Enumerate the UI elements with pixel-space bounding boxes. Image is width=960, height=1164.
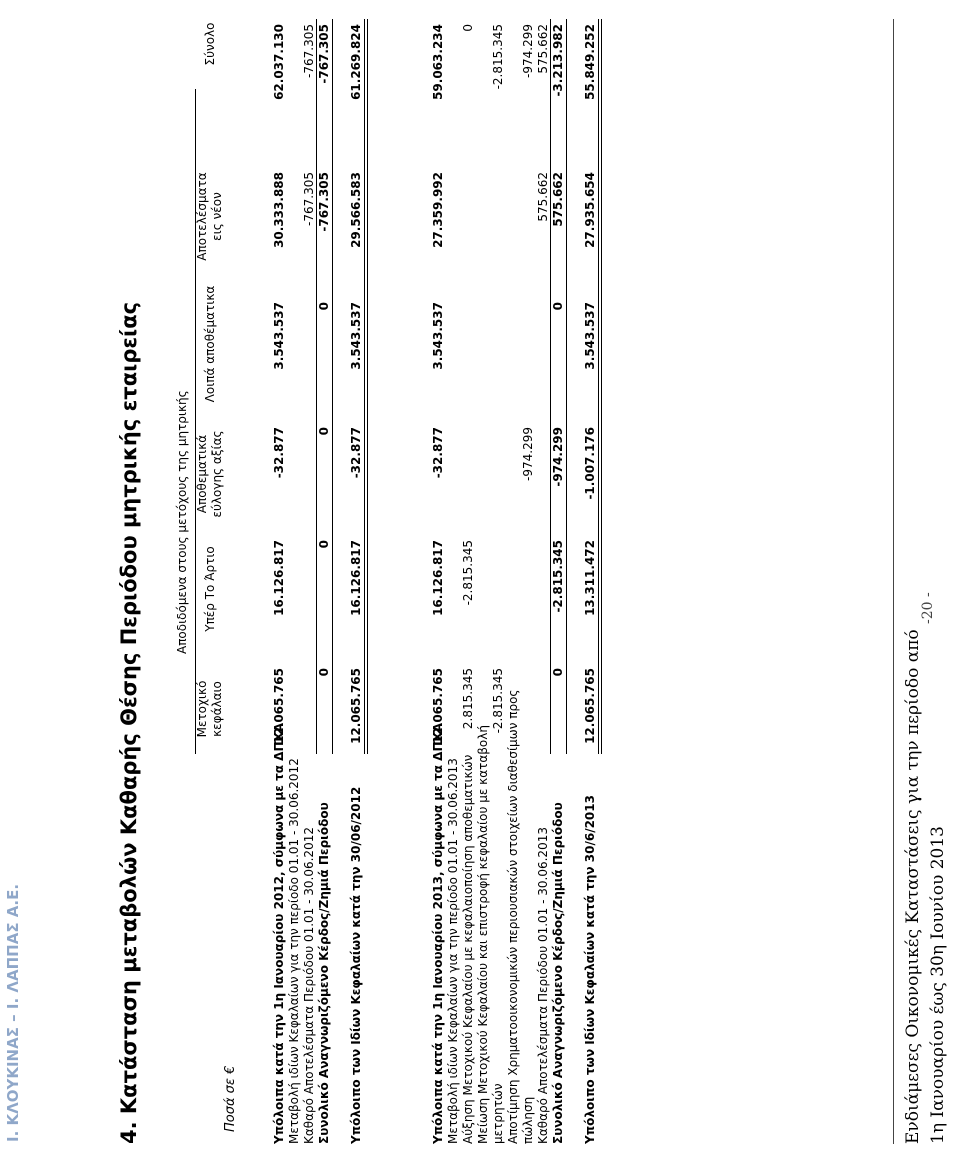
cell-share-premium: 13.311.472 <box>583 540 597 616</box>
row-label: Αύξηση Μετοχικού Κεφαλαίου με κεφαλαιοποίηση αποθεματικών <box>461 754 475 1144</box>
cell-total: 59.063.234 <box>431 24 445 100</box>
subtotal-rule-2013 <box>550 19 551 754</box>
row-label: Υπόλοιπα κατά την 1η Ιανουαρίου 2013, σύμφωνα με τα ΔΠΧΑ <box>431 722 445 1144</box>
cell-retained-earnings: 575.662 <box>536 172 550 222</box>
cell-total: 61.269.824 <box>349 24 363 100</box>
cell-share-premium: -2.815.345 <box>551 540 565 613</box>
col-header-share-premium: Υπέρ Το Άρτιο <box>203 546 217 632</box>
row-label: Συνολικό Αναγνωριζόμενο Κέρδος/Ζημιά Περιόδου <box>551 802 565 1144</box>
cell-total: 62.037.130 <box>272 24 286 100</box>
cell-share-premium: 16.126.817 <box>349 540 363 616</box>
cell-fair-value-reserves: -974.299 <box>551 427 565 487</box>
cell-share-capital: 12.065.765 <box>349 668 363 744</box>
cell-total: 55.849.252 <box>583 24 597 100</box>
footer-rule <box>893 19 894 1144</box>
cell-fair-value-reserves: -32.877 <box>272 427 286 479</box>
row-label: Μεταβολή ιδίων Κεφαλαίων για την περίοδο 01.01 - 30.06.2012 <box>287 758 301 1144</box>
cell-share-capital: 0 <box>551 668 565 677</box>
cell-other-reserves: 0 <box>551 302 565 311</box>
group-header-rule <box>195 89 196 754</box>
cell-share-premium: 0 <box>317 540 331 549</box>
total-rule-2013 <box>566 19 567 754</box>
cell-total: 575.662 <box>536 24 550 74</box>
cell-share-premium: 16.126.817 <box>431 540 445 616</box>
footer-line-2: 1η Ιανουαρίου έως 30η Ιουνίου 2013 <box>928 826 948 1144</box>
row-label: Μεταβολή ιδίων Κεφαλαίων για την περίοδο 01.01 - 30.06.2013 <box>446 758 460 1144</box>
company-name: Ι. ΚΛΟΥΚΙΝΑΣ – Ι. ΛΑΠΠΑΣ Α.Ε. <box>4 883 22 1142</box>
row-label: Υπόλοιπο των Ιδίων Κεφαλαίων κατά την 30/06/2012 <box>349 786 363 1144</box>
cell-other-reserves: 0 <box>317 302 331 311</box>
page-title: 4. Κατάσταση μεταβολών Καθαρής Θέσης Περιόδου μητρικής εταιρείας <box>117 301 141 1144</box>
cell-retained-earnings: -767.305 <box>317 172 331 232</box>
cell-retained-earnings: 29.566.583 <box>349 172 363 248</box>
cell-total: -974.299 <box>521 24 535 78</box>
cell-share-premium: 16.126.817 <box>272 540 286 616</box>
cell-fair-value-reserves: -974.299 <box>521 427 535 481</box>
cell-share-capital: 12.065.765 <box>272 668 286 744</box>
double-rule-2013 <box>598 19 602 754</box>
currency-note: Ποσά σε € <box>223 1065 238 1132</box>
cell-total: 0 <box>461 24 475 32</box>
row-label: Συνολικό Αναγνωριζόμενο Κέρδος/Ζημιά Περιόδου <box>317 802 331 1144</box>
cell-retained-earnings: -767.305 <box>302 172 316 226</box>
col-header-other-reserves: Λοιπά αποθέματικα <box>203 285 217 403</box>
cell-fair-value-reserves: 0 <box>317 427 331 436</box>
row-label: πώληση <box>521 1096 535 1144</box>
cell-fair-value-reserves: -32.877 <box>431 427 445 479</box>
cell-total: -767.305 <box>302 24 316 78</box>
row-label: Υπόλοιπο των Ιδίων Κεφαλαίων κατά την 30/6/2013 <box>583 795 597 1144</box>
cell-share-premium: -2.815.345 <box>461 540 475 606</box>
cell-retained-earnings: 27.935.654 <box>583 172 597 248</box>
col-header-total: Σύνολο <box>203 22 217 66</box>
cell-share-capital: 12.065.765 <box>431 668 445 744</box>
cell-other-reserves: 3.543.537 <box>431 302 445 370</box>
row-label: Καθαρό Αποτελέσματα Περιόδου 01.01 - 30.06.2012 <box>302 827 316 1144</box>
total-rule-2012 <box>332 19 333 754</box>
row-label: Μείωση Μετοχικού Κεφαλαίου και επιστροφή κεφαλαίου με καταβολή <box>476 725 490 1144</box>
cell-fair-value-reserves: -32.877 <box>349 427 363 479</box>
row-label: Υπόλοιπα κατά την 1η Ιανουαρίου 2012, σύμφωνα με τα ΔΠΧΑ <box>272 722 286 1144</box>
cell-total: -767.305 <box>317 24 331 84</box>
page-number: -20 - <box>920 592 936 624</box>
col-header-share-capital: Μετοχικό κεφάλαιο <box>195 680 224 738</box>
cell-other-reserves: 3.543.537 <box>583 302 597 370</box>
column-group-header: Αποδιδόμενα στους μετόχους της μητρικής <box>175 390 189 654</box>
cell-other-reserves: 3.543.537 <box>272 302 286 370</box>
cell-share-capital: 2.815.345 <box>461 668 475 730</box>
cell-fair-value-reserves: -1.007.176 <box>583 427 597 500</box>
cell-share-capital: 12.065.765 <box>583 668 597 744</box>
cell-share-capital: -2.815.345 <box>491 668 505 734</box>
cell-retained-earnings: 27.359.992 <box>431 172 445 248</box>
col-header-retained-earnings: Αποτελέσματα εις νέον <box>195 172 224 261</box>
row-label: Αποτίμηση Χρηματοοικονομικών περιουσιακών στοιχείων διαθεσίμων προς <box>506 689 520 1144</box>
row-label: μετρητών <box>491 1083 505 1144</box>
double-rule-2012 <box>364 19 368 754</box>
cell-retained-earnings: 575.662 <box>551 172 565 227</box>
cell-other-reserves: 3.543.537 <box>349 302 363 370</box>
cell-total: -2.815.345 <box>491 24 505 90</box>
cell-share-capital: 0 <box>317 668 331 677</box>
cell-total: -3.213.982 <box>551 24 565 97</box>
col-header-fair-value-reserves: Αποθεματικά εύλογης αξίας <box>195 430 224 518</box>
footer-line-1: Ενδιάμεσες Οικονομικές Καταστάσεις για την περίοδο από <box>903 629 923 1144</box>
cell-retained-earnings: 30.333.888 <box>272 172 286 248</box>
row-label: Καθαρό Αποτελέσματα Περιόδου 01.01 - 30.06.2013 <box>536 827 550 1144</box>
subtotal-rule-2012 <box>316 19 317 754</box>
